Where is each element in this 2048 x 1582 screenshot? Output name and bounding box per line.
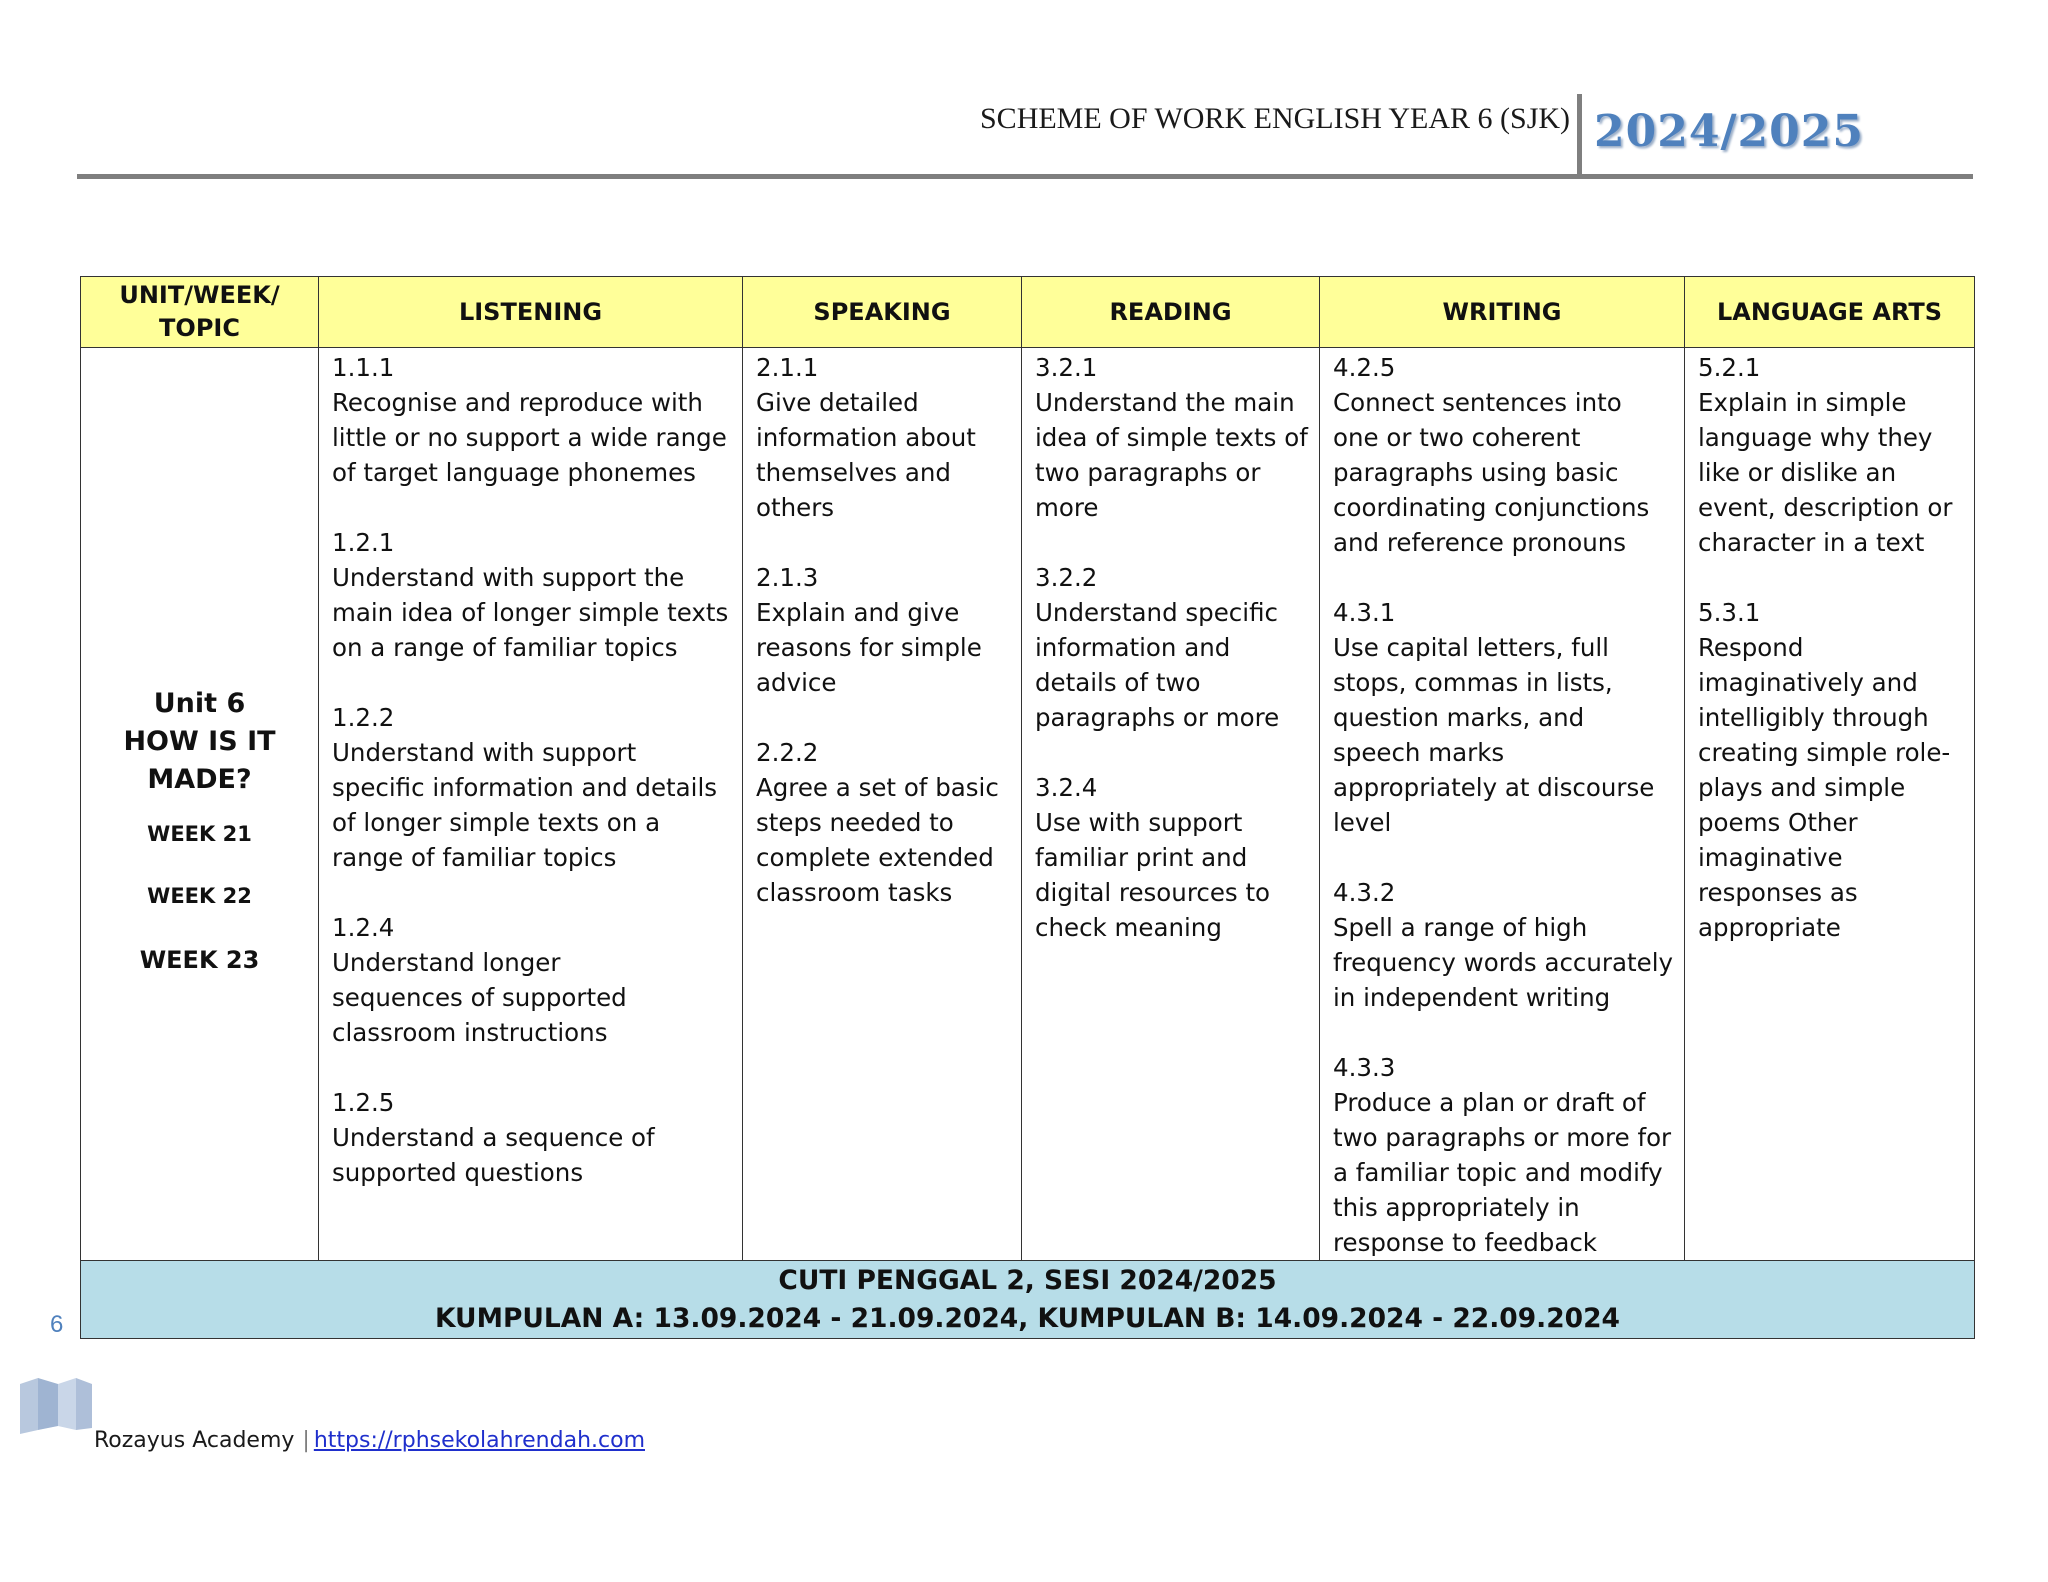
standard-code: 4.3.2 [1333, 878, 1396, 907]
header-rule [77, 174, 1973, 179]
standard-code: 5.2.1 [1698, 353, 1761, 382]
standard-code: 3.2.4 [1035, 773, 1098, 802]
holiday-banner [81, 1261, 1975, 1339]
standard-code: 1.2.2 [332, 703, 395, 732]
reading-cell [1022, 348, 1320, 1261]
standard-code: 1.2.5 [332, 1088, 395, 1117]
standard-code: 4.3.1 [1333, 598, 1396, 627]
standard-code: 2.1.1 [756, 353, 819, 382]
standard-item [1035, 770, 1309, 945]
language-arts-cell [1685, 348, 1975, 1261]
standard-text: Agree a set of basic steps needed to complete extended classroom tasks [756, 773, 999, 907]
footer-separator: | [302, 1428, 310, 1453]
unit-cell [81, 348, 319, 1261]
week-label: WEEK 23 [139, 946, 260, 974]
standard-item [1035, 350, 1309, 525]
standard-item [756, 560, 1011, 700]
standard-code: 3.2.2 [1035, 563, 1098, 592]
standard-code: 4.3.3 [1333, 1053, 1396, 1082]
standard-item [332, 1085, 732, 1190]
document-title: SCHEME OF WORK ENGLISH YEAR 6 (SJK) [980, 102, 1571, 135]
standard-text: Spell a range of high frequency words accurately in independent writing [1333, 913, 1673, 1012]
standard-item [1698, 350, 1964, 560]
book-logo-icon [18, 1376, 94, 1434]
footer [94, 1428, 645, 1453]
unit-title: HOW IS IT MADE? [123, 726, 276, 795]
standard-text: Understand the main idea of simple texts of two paragraphs or more [1035, 388, 1308, 522]
standard-item [1333, 875, 1674, 1015]
standard-item [332, 700, 732, 875]
standard-text: Understand specific information and details of two paragraphs or more [1035, 598, 1280, 732]
standard-item [1698, 595, 1964, 945]
page-number: 6 [50, 1311, 64, 1338]
standard-code: 4.2.5 [1333, 353, 1396, 382]
holiday-row [81, 1261, 1975, 1339]
standard-item [1333, 595, 1674, 840]
standard-text: Use capital letters, full stops, commas in lists, question marks, and speech marks appropriately at discourse level [1333, 633, 1655, 837]
standard-item [1333, 1050, 1674, 1260]
standard-text: Understand with support specific information and details of longer simple texts on a range of familiar topics [332, 738, 718, 872]
table-header-row [81, 277, 1975, 348]
header-unit-week-topic: UNIT/WEEK/ TOPIC [81, 277, 319, 348]
standard-code: 2.2.2 [756, 738, 819, 767]
header-reading: READING [1022, 277, 1320, 348]
writing-cell [1320, 348, 1685, 1261]
standard-text: Give detailed information about themselves and others [756, 388, 976, 522]
standard-code: 1.2.4 [332, 913, 395, 942]
footer-author: Rozayus Academy [94, 1428, 295, 1453]
standard-text: Explain in simple language why they like or dislike an event, description or character in a text [1698, 388, 1953, 557]
standard-code: 5.3.1 [1698, 598, 1761, 627]
standard-text: Understand a sequence of supported questions [332, 1123, 655, 1187]
standard-text: Produce a plan or draft of two paragraphs or more for a familiar topic and modify this appropriately in response to feedback [1333, 1088, 1672, 1257]
scheme-of-work-table [80, 276, 1975, 1339]
holiday-title: CUTI PENGGAL 2, SESI 2024/2025 [778, 1264, 1277, 1296]
week-label: WEEK 22 [147, 884, 252, 908]
standard-item [1035, 560, 1309, 735]
standard-code: 2.1.3 [756, 563, 819, 592]
header-listening: LISTENING [319, 277, 743, 348]
holiday-dates: KUMPULAN A: 13.09.2024 - 21.09.2024, KUMPULAN B: 14.09.2024 - 22.09.2024 [434, 1302, 1620, 1334]
standard-text: Explain and give reasons for simple advice [756, 598, 982, 697]
header-writing: WRITING [1320, 277, 1685, 348]
header-speaking: SPEAKING [743, 277, 1022, 348]
table-row [81, 348, 1975, 1261]
standard-item [756, 735, 1011, 910]
standard-text: Recognise and reproduce with little or no support a wide range of target language phonemes [332, 388, 727, 487]
document-year: 2024/2025 [1594, 106, 1864, 157]
week-label: WEEK 21 [147, 822, 252, 846]
footer-website-link[interactable]: https://rphsekolahrendah.com [313, 1428, 645, 1453]
standard-code: 3.2.1 [1035, 353, 1098, 382]
listening-cell [319, 348, 743, 1261]
standard-item [1333, 350, 1674, 560]
header-language-arts: LANGUAGE ARTS [1685, 277, 1975, 348]
standard-item [332, 910, 732, 1050]
standard-text: Respond imaginatively and intelligibly through creating simple role-plays and simple poems Other imaginative responses as appropriate [1698, 633, 1951, 942]
standard-item [756, 350, 1011, 525]
standard-text: Use with support familiar print and digital resources to check meaning [1035, 808, 1271, 942]
standard-text: Connect sentences into one or two coherent paragraphs using basic coordinating conjunctions and reference pronouns [1333, 388, 1650, 557]
standard-text: Understand longer sequences of supported classroom instructions [332, 948, 627, 1047]
standard-code: 1.1.1 [332, 353, 395, 382]
speaking-cell [743, 348, 1022, 1261]
standard-item [332, 525, 732, 665]
header-divider [1577, 94, 1582, 178]
unit-name: Unit 6 [153, 688, 246, 719]
standard-code: 1.2.1 [332, 528, 395, 557]
standard-item [332, 350, 732, 490]
standard-text: Understand with support the main idea of longer simple texts on a range of familiar topics [332, 563, 729, 662]
